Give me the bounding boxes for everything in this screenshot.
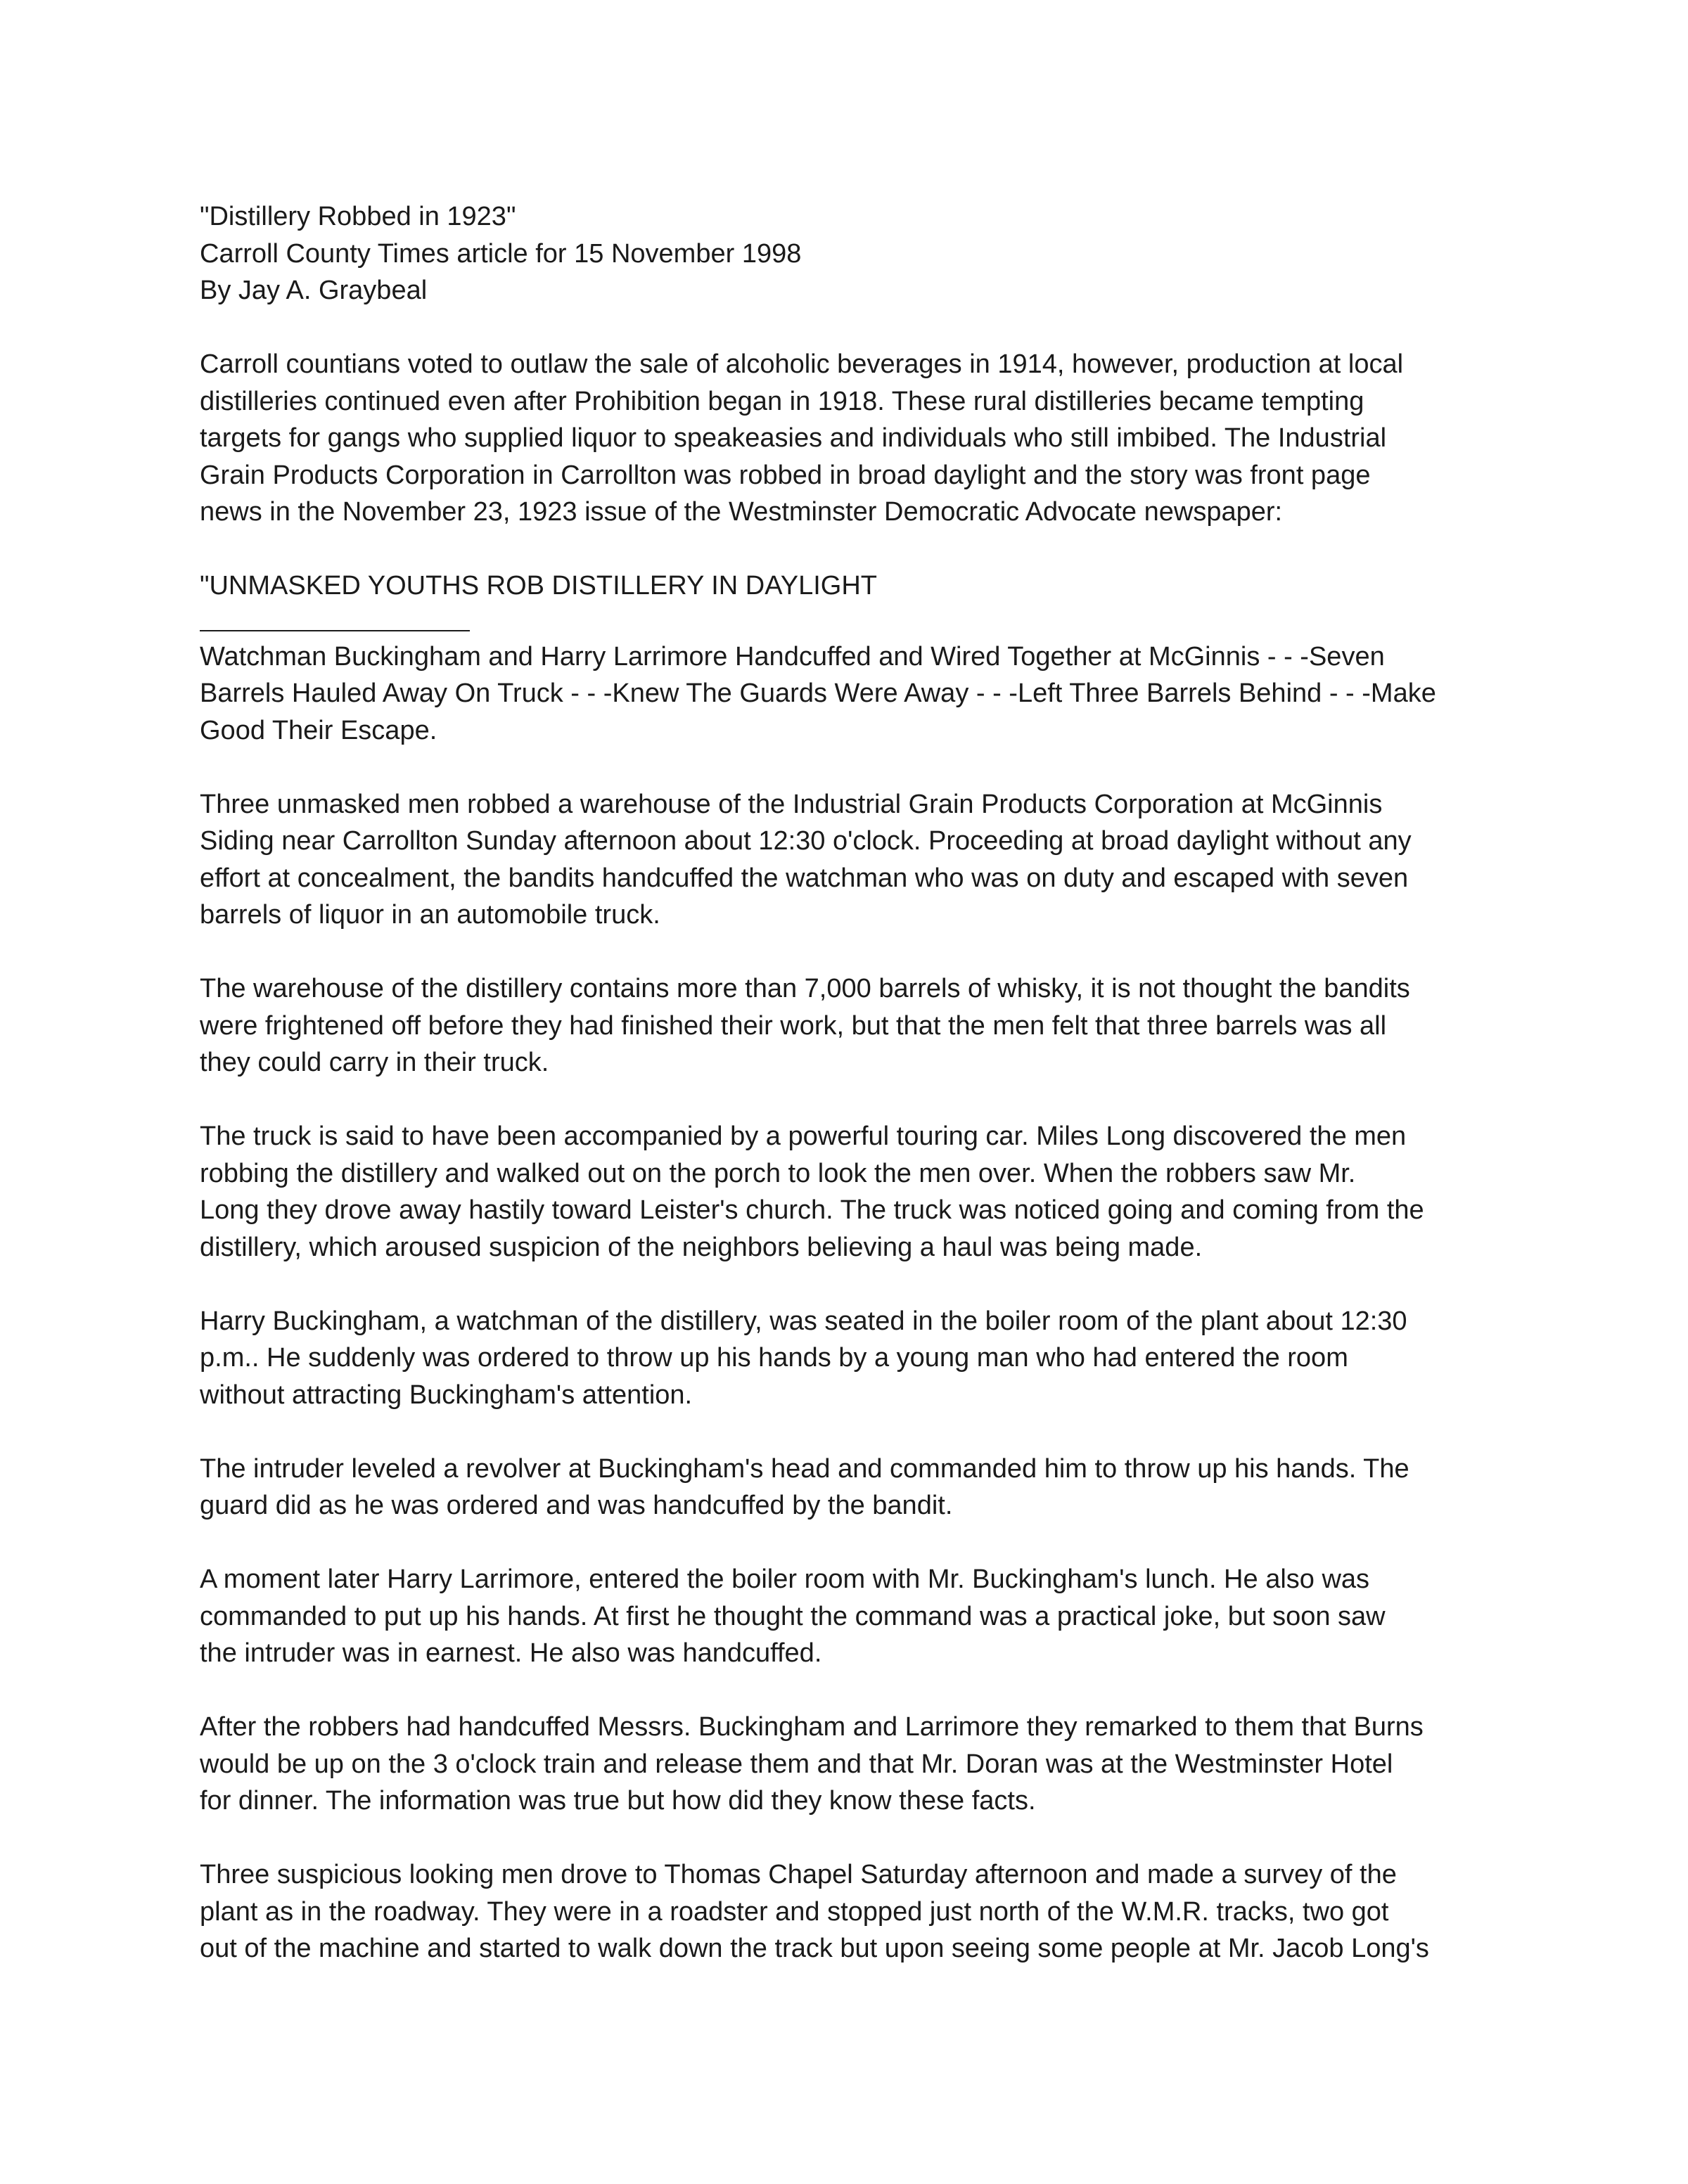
subhead-line: Barrels Hauled Away On Truck - - -Knew The Guards Were Away - - -Left Three Barrels Behind - - -Make [200, 679, 1436, 708]
paragraph-line: barrels of liquor in an automobile truck. [200, 900, 660, 930]
paragraph-line: would be up on the 3 o'clock train and release them and that Mr. Doran was at the Westminster Hotel [200, 1749, 1393, 1779]
paragraph-line: p.m.. He suddenly was ordered to throw up his hands by a young man who had entered the room [200, 1343, 1348, 1373]
document-title: "Distillery Robbed in 1923" [200, 202, 516, 231]
paragraph-line: guard did as he was ordered and was handcuffed by the bandit. [200, 1491, 953, 1520]
intro-line: targets for gangs who supplied liquor to speakeasies and individuals who still imbibed. The Industrial [200, 423, 1387, 453]
paragraph-line: Long they drove away hastily toward Leister's church. The truck was noticed going and coming from the [200, 1195, 1424, 1225]
paragraph-line: Three suspicious looking men drove to Thomas Chapel Saturday afternoon and made a survey of the [200, 1860, 1397, 1889]
paragraph-line: The truck is said to have been accompanied by a powerful touring car. Miles Long discovered the men [200, 1122, 1407, 1151]
paragraph-line: they could carry in their truck. [200, 1048, 549, 1077]
spacer [200, 934, 1494, 971]
paragraph-line: commanded to put up his hands. At first he thought the command was a practical joke, but soon saw [200, 1601, 1386, 1631]
spacer [200, 309, 1494, 347]
subhead-line: Watchman Buckingham and Harry Larrimore Handcuffed and Wired Together at McGinnis - - -Seven [200, 641, 1385, 672]
article-paragraph [200, 1709, 1494, 1820]
spacer [200, 1266, 1494, 1303]
paragraph-line: robbing the distillery and walked out on the porch to look the men over. When the robbers saw Mr. [200, 1158, 1356, 1188]
spacer [200, 1524, 1494, 1562]
document-byline: By Jay A. Graybeal [200, 276, 428, 305]
article-paragraph [200, 1856, 1494, 1967]
spacer [200, 1413, 1494, 1451]
intro-line: Grain Products Corporation in Carrollton was robbed in broad daylight and the story was front page [200, 460, 1371, 490]
paragraph-line: without attracting Buckingham's attention. [200, 1380, 693, 1410]
intro-line: news in the November 23, 1923 issue of the Westminster Democratic Advocate newspaper: [200, 497, 1283, 527]
headline-underline [200, 630, 470, 631]
article-paragraph [200, 970, 1494, 1081]
paragraph-line: distillery, which aroused suspicion of the neighbors believing a haul was being made. [200, 1232, 1203, 1262]
paragraph-line: out of the machine and started to walk down the track but upon seeing some people at Mr. Jacob Long's [200, 1934, 1429, 1963]
paragraph-line: for dinner. The information was true but how did they know these facts. [200, 1786, 1036, 1816]
paragraph-line: Siding near Carrollton Sunday afternoon about 12:30 o'clock. Proceeding at broad daylight without any [200, 826, 1412, 856]
paragraph-line: were frightened off before they had finished their work, but that the men felt that three barrels was all [200, 1010, 1387, 1041]
paragraph-line: Harry Buckingham, a watchman of the distillery, was seated in the boiler room of the plant about 12:30 [200, 1306, 1407, 1336]
document-source: Carroll County Times article for 15 November 1998 [200, 238, 802, 269]
paragraph-line: The intruder leveled a revolver at Buckingham's head and commanded him to throw up his hands. The [200, 1453, 1409, 1484]
spacer [200, 1672, 1494, 1709]
intro-paragraph [200, 346, 1494, 531]
paragraph-line: After the robbers had handcuffed Messrs. Buckingham and Larrimore they remarked to them that Burns [200, 1712, 1424, 1742]
spacer [200, 749, 1494, 786]
article-paragraph [200, 1118, 1494, 1266]
intro-line: distilleries continued even after Prohibition began in 1918. These rural distilleries became tempting [200, 386, 1364, 416]
paragraph-line: Three unmasked men robbed a warehouse of the Industrial Grain Products Corporation at McGinnis [200, 789, 1383, 819]
document-header [200, 198, 1494, 309]
article-headline: "UNMASKED YOUTHS ROB DISTILLERY IN DAYLIGHT [200, 571, 878, 600]
article-paragraph [200, 1303, 1494, 1414]
spacer [200, 531, 1494, 568]
spacer [200, 1081, 1494, 1119]
spacer [200, 1820, 1494, 1857]
paragraph-line: The warehouse of the distillery contains more than 7,000 barrels of whisky, it is not thought the bandits [200, 974, 1410, 1003]
subhead-line: Good Their Escape. [200, 715, 437, 745]
article-paragraph [200, 1451, 1494, 1524]
article-paragraph [200, 786, 1494, 934]
document-page [200, 198, 1494, 1967]
paragraph-line: effort at concealment, the bandits handcuffed the watchman who was on duty and escaped with seven [200, 863, 1409, 893]
paragraph-line: A moment later Harry Larrimore, entered the boiler room with Mr. Buckingham's lunch. He also was [200, 1565, 1370, 1594]
article-subhead [200, 638, 1494, 750]
paragraph-line: the intruder was in earnest. He also was handcuffed. [200, 1638, 822, 1668]
intro-line: Carroll countians voted to outlaw the sale of alcoholic beverages in 1914, however, production at local [200, 349, 1404, 379]
article-paragraph [200, 1561, 1494, 1672]
paragraph-line: plant as in the roadway. They were in a roadster and stopped just north of the W.M.R. tracks, two got [200, 1896, 1389, 1927]
